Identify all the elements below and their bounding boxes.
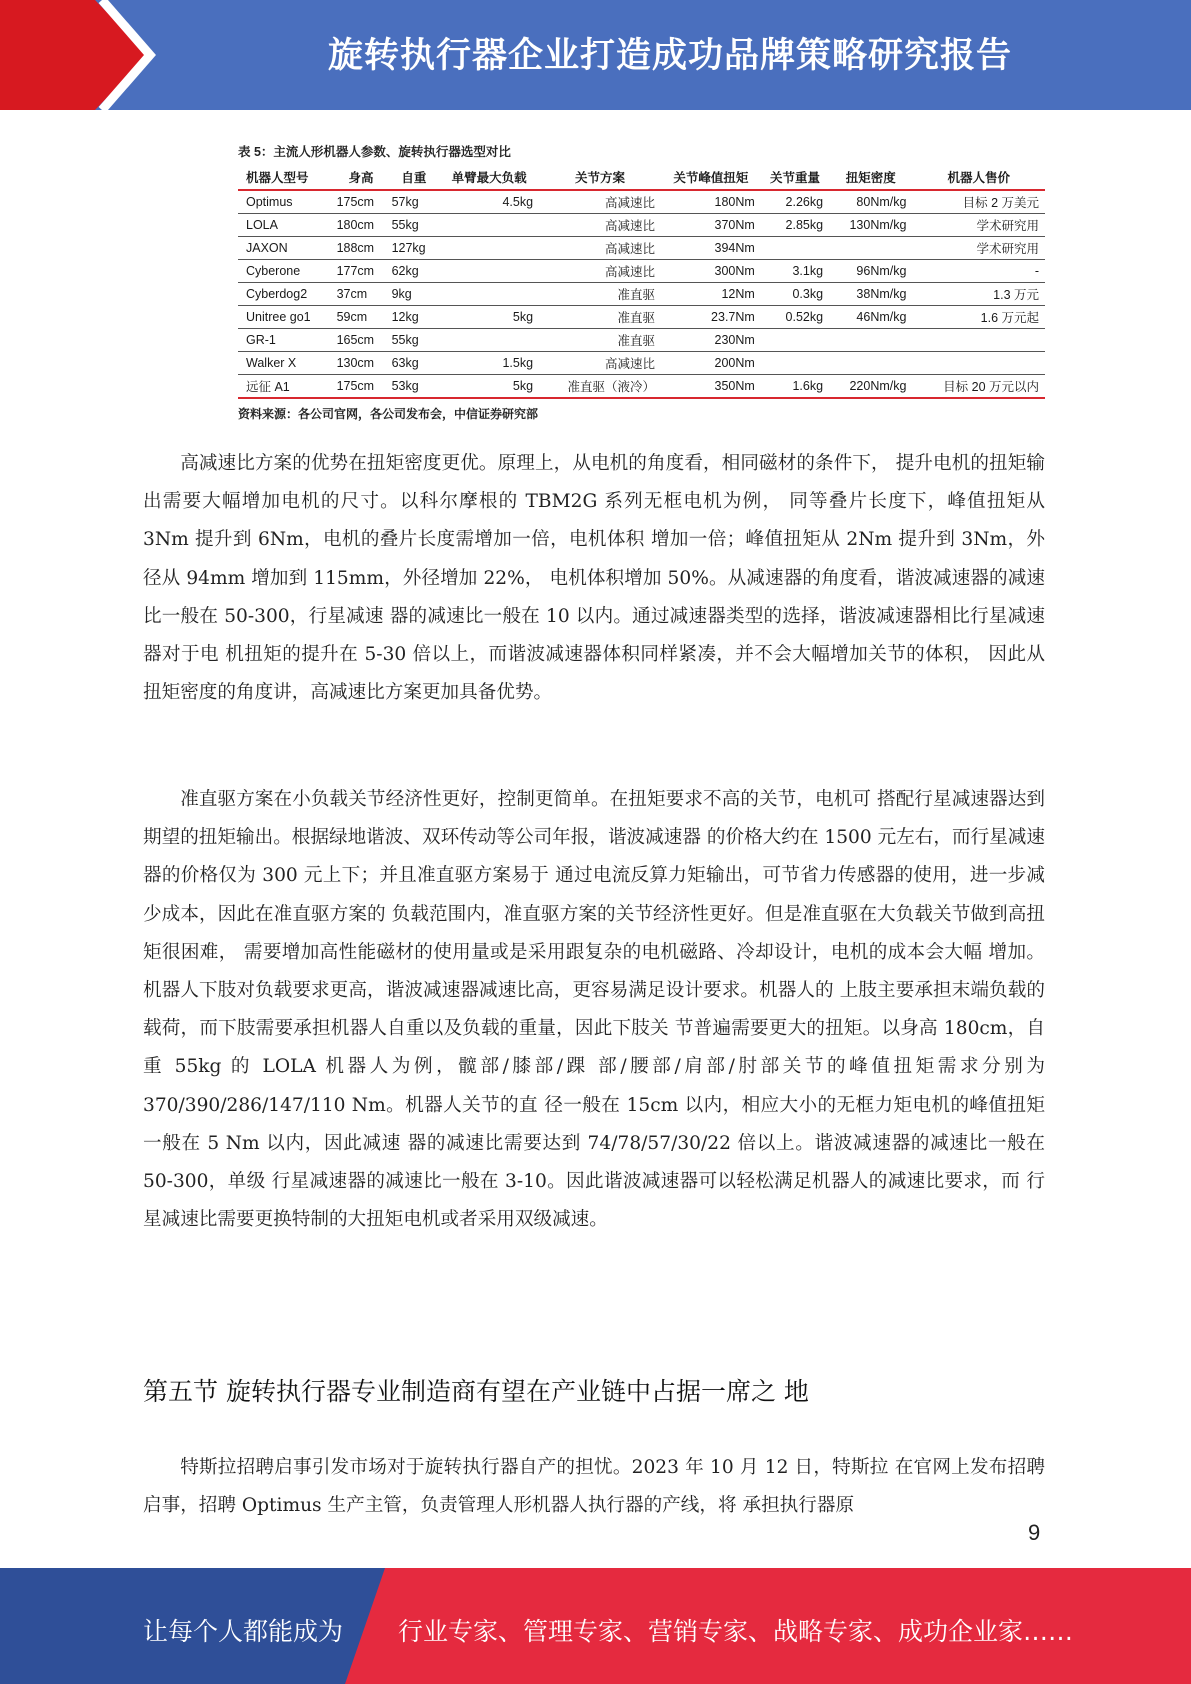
table-cell xyxy=(761,237,829,260)
table-cell: 175cm xyxy=(334,190,389,214)
table-cell: 80Nm/kg xyxy=(829,190,912,214)
table-source: 资料来源：各公司官网，各公司发布会，中信证券研究部 xyxy=(238,407,539,421)
table-cell xyxy=(439,214,539,237)
table-cell: 高减速比 xyxy=(539,237,661,260)
table-cell: 1.3 万元 xyxy=(912,283,1045,306)
robot-comparison-table xyxy=(238,165,1045,399)
table-cell: 55kg xyxy=(389,329,440,352)
table-cell: 62kg xyxy=(389,260,440,283)
table-cell: 准直驱 xyxy=(539,306,661,329)
table-cell: 370Nm xyxy=(661,214,761,237)
table-cell xyxy=(439,260,539,283)
table-cell: 2.26kg xyxy=(761,190,829,214)
table-cell: 准直驱 xyxy=(539,329,661,352)
table-row xyxy=(238,283,1045,306)
table-cell xyxy=(761,352,829,375)
table-cell: 高减速比 xyxy=(539,214,661,237)
table-cell: Unitree go1 xyxy=(238,306,334,329)
table-column-header: 关节重量 xyxy=(761,165,829,190)
table-column-header: 自重 xyxy=(389,165,440,190)
table-row xyxy=(238,352,1045,375)
table-cell: 200Nm xyxy=(661,352,761,375)
table-column-header: 关节峰值扭矩 xyxy=(661,165,761,190)
table-row xyxy=(238,329,1045,352)
table-cell: 准直驱（液冷） xyxy=(539,375,661,399)
table-cell: Cyberone xyxy=(238,260,334,283)
table-cell: Cyberdog2 xyxy=(238,283,334,306)
table-cell: 130cm xyxy=(334,352,389,375)
table-cell: 12kg xyxy=(389,306,440,329)
table-cell: 300Nm xyxy=(661,260,761,283)
table-cell: 5kg xyxy=(439,375,539,399)
table-cell: 2.85kg xyxy=(761,214,829,237)
table-cell: 高减速比 xyxy=(539,260,661,283)
table-header-row xyxy=(238,165,1045,190)
table-cell: 177cm xyxy=(334,260,389,283)
header-title: 旋转执行器企业打造成功品牌策略研究报告 xyxy=(327,36,1012,76)
table-cell: 220Nm/kg xyxy=(829,375,912,399)
table-cell: 127kg xyxy=(389,237,440,260)
table-cell: 0.52kg xyxy=(761,306,829,329)
table-caption: 表 5：主流人形机器人参数、旋转执行器选型对比 xyxy=(238,145,511,159)
table-cell: 55kg xyxy=(389,214,440,237)
table-cell xyxy=(829,237,912,260)
table-column-header: 扭矩密度 xyxy=(829,165,912,190)
table-column-header: 机器人型号 xyxy=(238,165,334,190)
table-cell xyxy=(829,352,912,375)
table-column-header: 单臂最大负载 xyxy=(439,165,539,190)
table-cell: 4.5kg xyxy=(439,190,539,214)
table-cell: 12Nm xyxy=(661,283,761,306)
paragraph-quasi-direct-drive: 准直驱方案在小负载关节经济性更好，控制更简单。在扭矩要求不高的关节，电机可 搭配行星减速器达到期望的扭矩输出。根据绿地谐波、双环传动等公司年报，谐波减速器 的价格大约在 1500 元左右，而行星减速器的价格仅为 300 元上下；并且准直驱方案易于 通过电流反算力矩输出，可节省力传感器的使用，进一步减少成本，因此在准直驱方案的 负载范围内，准直驱方案的关节经济性更好。但是准直驱在大负载关节做到高扭矩很困难， 需要增加高性能磁材的使用量或是采用跟复杂的电机磁路、冷却设计，电机的成本会大幅 增加。 机器人下肢对负载要求更高，谐波减速器减速比高，更容易满足设计要求。机器人的 上肢主要承担末端负载的载荷，而下肢需要承担机器人自重以及负载的重量，因此下肢关 节普遍需要更大的扭矩。以身高 180cm，自重 55kg 的 LOLA 机器人为例，髋部/膝部/踝 部/腰部/肩部/肘部关节的峰值扭矩需求分别为 370/390/286/147/110 Nm。机器人关节的直 径一般在 15cm 以内，相应大小的无框力矩电机的峰值扭矩一般在 5 Nm 以内，因此减速 器的减速比需要达到 74/78/57/30/22 倍以上。谐波减速器的减速比一般在 50-300，单级 行星减速器的减速比一般在 3-10。因此谐波减速器可以轻松满足机器人的减速比要求，而 行星减速比需要更换特制的大扭矩电机或者采用双级减速。 xyxy=(143,789,1045,1231)
table-cell: 46Nm/kg xyxy=(829,306,912,329)
table-cell: 350Nm xyxy=(661,375,761,399)
page-header xyxy=(0,0,1191,110)
table-cell: 230Nm xyxy=(661,329,761,352)
footer-slogan-right: 行业专家、管理专家、营销专家、战略专家、成功企业家…… xyxy=(398,1617,1074,1646)
table-cell: JAXON xyxy=(238,237,334,260)
table-cell xyxy=(761,329,829,352)
table-column-header: 关节方案 xyxy=(539,165,661,190)
table-cell: 目标 2 万美元 xyxy=(912,190,1045,214)
table-cell: 1.6 万元起 xyxy=(912,306,1045,329)
paragraph-high-reduction-ratio: 高减速比方案的优势在扭矩密度更优。原理上，从电机的角度看，相同磁材的条件下， 提升电机的扭矩输出需要大幅增加电机的尺寸。以科尔摩根的 TBM2G 系列无框电机为例， 同等叠片长度下，峰值扭矩从 3Nm 提升到 6Nm，电机的叠片长度需增加一倍，电机体积 增加一倍；峰值扭矩从 2Nm 提升到 3Nm，外径从 94mm 增加到 115mm，外径增加 22%， 电机体积增加 50%。从减速器的角度看，谐波减速器的减速比一般在 50-300，行星减速 器的减速比一般在 10 以内。通过减速器类型的选择，谐波减速器相比行星减速器对于电 机扭矩的提升在 5-30 倍以上，而谐波减速器体积同样紧凑，并不会大幅增加关节的体积， 因此从扭矩密度的角度讲，高减速比方案更加具备优势。 xyxy=(143,453,1045,704)
table-row xyxy=(238,306,1045,329)
table-cell: 57kg xyxy=(389,190,440,214)
table-cell: 188cm xyxy=(334,237,389,260)
table-cell: 180cm xyxy=(334,214,389,237)
table-cell xyxy=(912,352,1045,375)
table-cell: Optimus xyxy=(238,190,334,214)
table-cell: 53kg xyxy=(389,375,440,399)
table-cell: LOLA xyxy=(238,214,334,237)
table-cell: 37cm xyxy=(334,283,389,306)
table-cell: GR-1 xyxy=(238,329,334,352)
table-cell: 1.5kg xyxy=(439,352,539,375)
table-cell: 学术研究用 xyxy=(912,214,1045,237)
table-cell xyxy=(912,329,1045,352)
table-cell: 165cm xyxy=(334,329,389,352)
table-cell: 学术研究用 xyxy=(912,237,1045,260)
page-footer xyxy=(0,1568,1191,1684)
table-row xyxy=(238,237,1045,260)
page-number: 9 xyxy=(1028,1520,1041,1545)
table-cell: 63kg xyxy=(389,352,440,375)
table-row xyxy=(238,214,1045,237)
table-cell xyxy=(829,329,912,352)
table-cell: 38Nm/kg xyxy=(829,283,912,306)
table-row xyxy=(238,375,1045,399)
table-body xyxy=(238,190,1045,398)
table-cell: 准直驱 xyxy=(539,283,661,306)
table-cell: 59cm xyxy=(334,306,389,329)
table-cell: Walker X xyxy=(238,352,334,375)
table-cell: 3.1kg xyxy=(761,260,829,283)
table-cell: 高减速比 xyxy=(539,352,661,375)
footer-slogan-left: 让每个人都能成为 xyxy=(143,1617,344,1646)
paragraph-tesla-recruitment: 特斯拉招聘启事引发市场对于旋转执行器自产的担忧。2023 年 10 月 12 日，特斯拉 在官网上发布招聘启事，招聘 Optimus 生产主管，负责管理人形机器人执行器的产线，将 承担执行器原 xyxy=(143,1457,1045,1517)
table-cell: 0.3kg xyxy=(761,283,829,306)
table-cell: 96Nm/kg xyxy=(829,260,912,283)
table-cell: 远征 A1 xyxy=(238,375,334,399)
table-cell: 394Nm xyxy=(661,237,761,260)
table-cell xyxy=(439,283,539,306)
table-cell: 目标 20 万元以内 xyxy=(912,375,1045,399)
table-cell: 5kg xyxy=(439,306,539,329)
section-heading: 第五节 旋转执行器专业制造商有望在产业链中占据一席之 地 xyxy=(143,1377,809,1406)
table-cell: 23.7Nm xyxy=(661,306,761,329)
table-cell xyxy=(439,329,539,352)
table-cell: - xyxy=(912,260,1045,283)
table-column-header: 机器人售价 xyxy=(912,165,1045,190)
table-cell: 130Nm/kg xyxy=(829,214,912,237)
table-cell: 9kg xyxy=(389,283,440,306)
table-cell: 高减速比 xyxy=(539,190,661,214)
table-cell: 180Nm xyxy=(661,190,761,214)
comparison-table-block xyxy=(238,142,1045,422)
table-cell: 175cm xyxy=(334,375,389,399)
table-row xyxy=(238,190,1045,214)
table-column-header: 身高 xyxy=(334,165,389,190)
table-cell xyxy=(439,237,539,260)
table-cell: 1.6kg xyxy=(761,375,829,399)
table-row xyxy=(238,260,1045,283)
